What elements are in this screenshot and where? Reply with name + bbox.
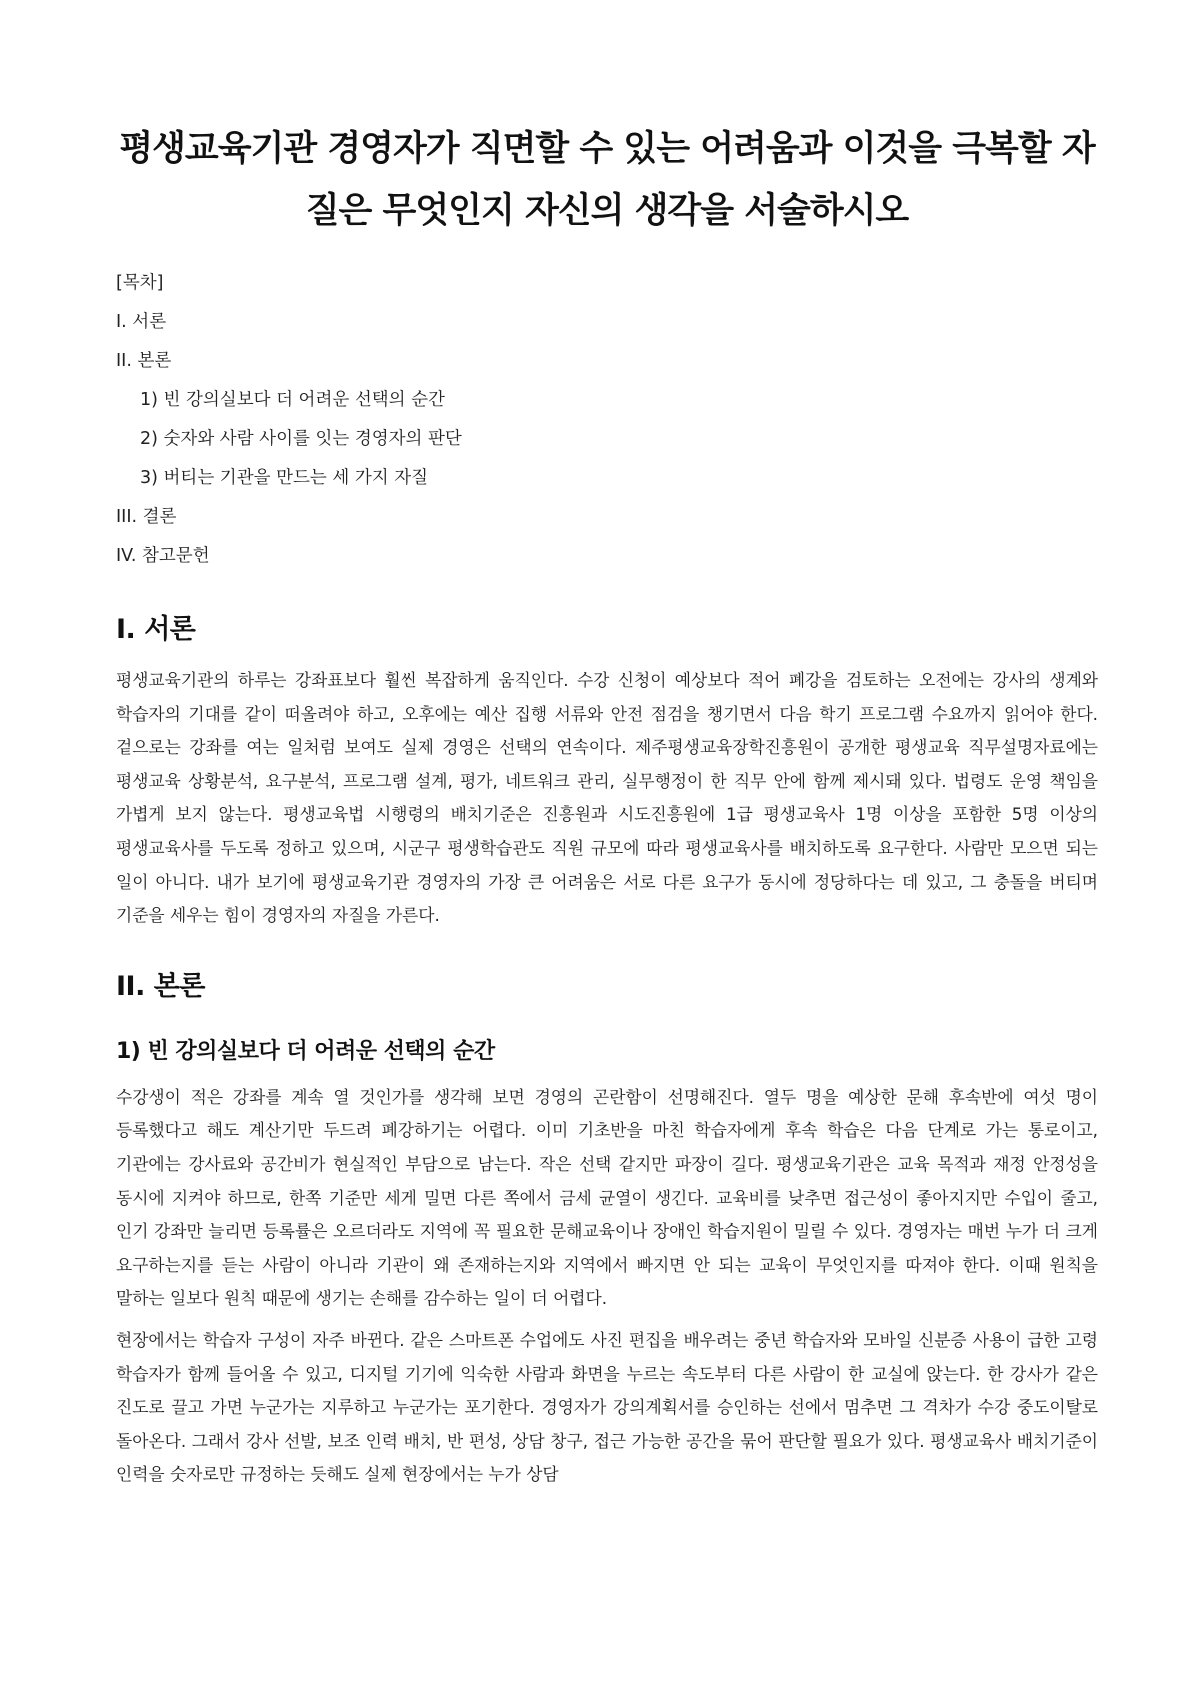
body-paragraph-1: 수강생이 적은 강좌를 계속 열 것인가를 생각해 보면 경영의 곤란함이 선명해진다. 열두 명을 예상한 문해 후속반에 여섯 명이 등록했다고 해도 계산기만 두드려 폐강하기는 어렵다. 이미 기초반을 마친 학습자에게 후속 학습은 다음 단계로 가는 통로이고, 기관에는 강사료와 공간비가 현실적인 부담으로 남는다. 작은 선택 같지만 파장이 길다. 평생교육기관은 교육 목적과 재정 안정성을 동시에 지켜야 하므로, 한쪽 기준만 세게 밀면 다른 쪽에서 금세 균열이 생긴다. 교육비를 낮추면 접근성이 좋아지지만 수입이 줄고, 인기 강좌만 늘리면 등록률은 오르더라도 지역에 꼭 필요한 문해교육이나 장애인 학습지원이 밀릴 수 있다. 경영자는 매번 누가 더 크게 요구하는지를 듣는 사람이 아니라 기관이 왜 존재하는지와 지역에서 빠지면 안 되는 교육이 무엇인지를 따져야 한다. 이때 원칙을 말하는 일보다 원칙 때문에 생기는 손해를 감수하는 일이 더 어렵다. — [116, 1086, 1098, 1309]
document-title: 평생교육기관 경영자가 직면할 수 있는 어려움과 이것을 극복할 자질은 무엇인지 자신의 생각을 서술하시오 — [119, 129, 1095, 231]
body-paragraph-2: 현장에서는 학습자 구성이 자주 바뀐다. 같은 스마트폰 수업에도 사진 편집을 배우려는 중년 학습자와 모바일 신분증 사용이 급한 고령 학습자가 함께 들어올 수 있고, 디지털 기기에 익숙한 사람과 화면을 누르는 속도부터 다른 사람이 한 교실에 앉는다. 한 강사가 같은 진도로 끌고 가면 누군가는 지루하고 누군가는 포기한다. 경영자가 강의계획서를 승인하는 선에서 멈추면 그 격차가 수강 중도이탈로 돌아온다. 그래서 강사 선발, 보조 인력 배치, 반 편성, 상담 창구, 접근 가능한 공간을 묶어 판단할 필요가 있다. 평생교육사 배치기준이 인력을 숫자로만 규정하는 듯해도 실제 현장에서는 누가 상담 — [116, 1329, 1098, 1485]
toc-item-references: IV. 참고문헌 — [116, 546, 210, 566]
toc-item-body: II. 본론 — [116, 351, 172, 371]
subsection-heading-1: 1) 빈 강의실보다 더 어려운 선택의 순간 — [116, 1038, 495, 1064]
toc-heading: [목차] — [116, 273, 164, 293]
toc-item-conclusion: III. 결론 — [116, 507, 177, 527]
table-of-contents — [116, 264, 1098, 576]
toc-subitem-3: 3) 버티는 기관을 만드는 세 가지 자질 — [140, 468, 429, 488]
intro-paragraph: 평생교육기관의 하루는 강좌표보다 훨씬 복잡하게 움직인다. 수강 신청이 예상보다 적어 폐강을 검토하는 오전에는 강사의 생계와 학습자의 기대를 같이 떠올려야 하고, 오후에는 예산 집행 서류와 안전 점검을 챙기면서 다음 학기 프로그램 수요까지 읽어야 한다. 겉으로는 강좌를 여는 일처럼 보여도 실제 경영은 선택의 연속이다. 제주평생교육장학진흥원이 공개한 평생교육 직무설명자료에는 평생교육 상황분석, 요구분석, 프로그램 설계, 평가, 네트워크 관리, 실무행정이 한 직무 안에 함께 제시돼 있다. 법령도 운영 책임을 가볍게 보지 않는다. 평생교육법 시행령의 배치기준은 진흥원과 시도진흥원에 1급 평생교육사 1명 이상을 포함한 5명 이상의 평생교육사를 두도록 정하고 있으며, 시군구 평생학습관도 직원 규모에 따라 평생교육사를 배치하도록 요구한다. 사람만 모으면 되는 일이 아니다. 내가 보기에 평생교육기관 경영자의 가장 큰 어려움은 서로 다른 요구가 동시에 정당하다는 데 있고, 그 충돌을 버티며 기준을 세우는 힘이 경영자의 자질을 가른다. — [116, 670, 1098, 926]
toc-subitem-2: 2) 숫자와 사람 사이를 잇는 경영자의 판단 — [140, 429, 462, 449]
toc-subitem-1: 1) 빈 강의실보다 더 어려운 선택의 순간 — [140, 390, 445, 410]
section-heading-intro: I. 서론 — [116, 614, 196, 645]
toc-item-intro: I. 서론 — [116, 312, 167, 332]
section-heading-body: II. 본론 — [116, 970, 205, 1002]
